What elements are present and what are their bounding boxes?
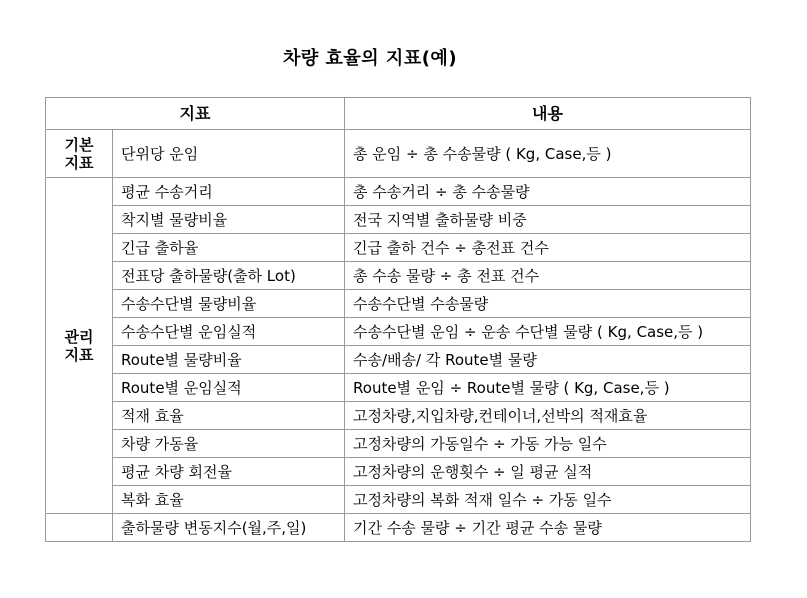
table-row	[46, 234, 751, 262]
table-row	[46, 514, 751, 542]
metric-cell: 수송수단별 운임실적	[113, 318, 345, 346]
metric-cell: 복화 효율	[113, 486, 345, 514]
content-cell: 수송/배송/ 각 Route별 물량	[345, 346, 751, 374]
content-cell: 총 운임 ÷ 총 수송물량 ( Kg, Case,등 )	[345, 130, 751, 178]
table-row	[46, 346, 751, 374]
metric-cell: 착지별 물량비율	[113, 206, 345, 234]
table-row	[46, 290, 751, 318]
metric-cell: 단위당 운임	[113, 130, 345, 178]
metric-cell: 전표당 출하물량(출하 Lot)	[113, 262, 345, 290]
content-cell: 긴급 출하 건수 ÷ 총전표 건수	[345, 234, 751, 262]
group-label-management	[46, 178, 113, 514]
table-row	[46, 458, 751, 486]
metric-cell: 수송수단별 물량비율	[113, 290, 345, 318]
table-row	[46, 262, 751, 290]
metric-cell: 차량 가동율	[113, 430, 345, 458]
table-row	[46, 402, 751, 430]
group-label-line: 기본	[64, 135, 94, 154]
metrics-table	[45, 97, 751, 542]
table-row	[46, 178, 751, 206]
group-label-line: 지표	[64, 153, 94, 172]
metric-cell: Route별 물량비율	[113, 346, 345, 374]
content-cell: 고정차량의 가동일수 ÷ 가동 가능 일수	[345, 430, 751, 458]
content-cell: 고정차량의 복화 적재 일수 ÷ 가동 일수	[345, 486, 751, 514]
metric-cell: 평균 수송거리	[113, 178, 345, 206]
content-cell: 총 수송 물량 ÷ 총 전표 건수	[345, 262, 751, 290]
table-row	[46, 486, 751, 514]
content-cell: 수송수단별 수송물량	[345, 290, 751, 318]
table-row	[46, 206, 751, 234]
metric-cell: Route별 운임실적	[113, 374, 345, 402]
content-cell: 전국 지역별 출하물량 비중	[345, 206, 751, 234]
table-row	[46, 130, 751, 178]
table-row	[46, 318, 751, 346]
metric-cell: 긴급 출하율	[113, 234, 345, 262]
metric-cell: 출하물량 변동지수(월,주,일)	[113, 514, 345, 542]
content-cell: 총 수송거리 ÷ 총 수송물량	[345, 178, 751, 206]
group-label-line: 관리	[64, 327, 94, 346]
content-cell: 고정차량,지입차량,컨테이너,선박의 적재효율	[345, 402, 751, 430]
header-row	[46, 98, 751, 130]
group-label-empty	[46, 514, 113, 542]
content-cell: 수송수단별 운임 ÷ 운송 수단별 물량 ( Kg, Case,등 )	[345, 318, 751, 346]
metric-cell: 적재 효율	[113, 402, 345, 430]
content-cell: 고정차량의 운행횟수 ÷ 일 평균 실적	[345, 458, 751, 486]
header-metric: 지표	[46, 98, 345, 130]
content-cell: Route별 운임 ÷ Route별 물량 ( Kg, Case,등 )	[345, 374, 751, 402]
header-content: 내용	[345, 98, 751, 130]
table-row	[46, 430, 751, 458]
group-label-basic	[46, 130, 113, 178]
content-cell: 기간 수송 물량 ÷ 기간 평균 수송 물량	[345, 514, 751, 542]
group-label-line: 지표	[64, 345, 94, 364]
table-row	[46, 374, 751, 402]
metric-cell: 평균 차량 회전율	[113, 458, 345, 486]
page-title: 차량 효율의 지표(예)	[282, 48, 458, 69]
